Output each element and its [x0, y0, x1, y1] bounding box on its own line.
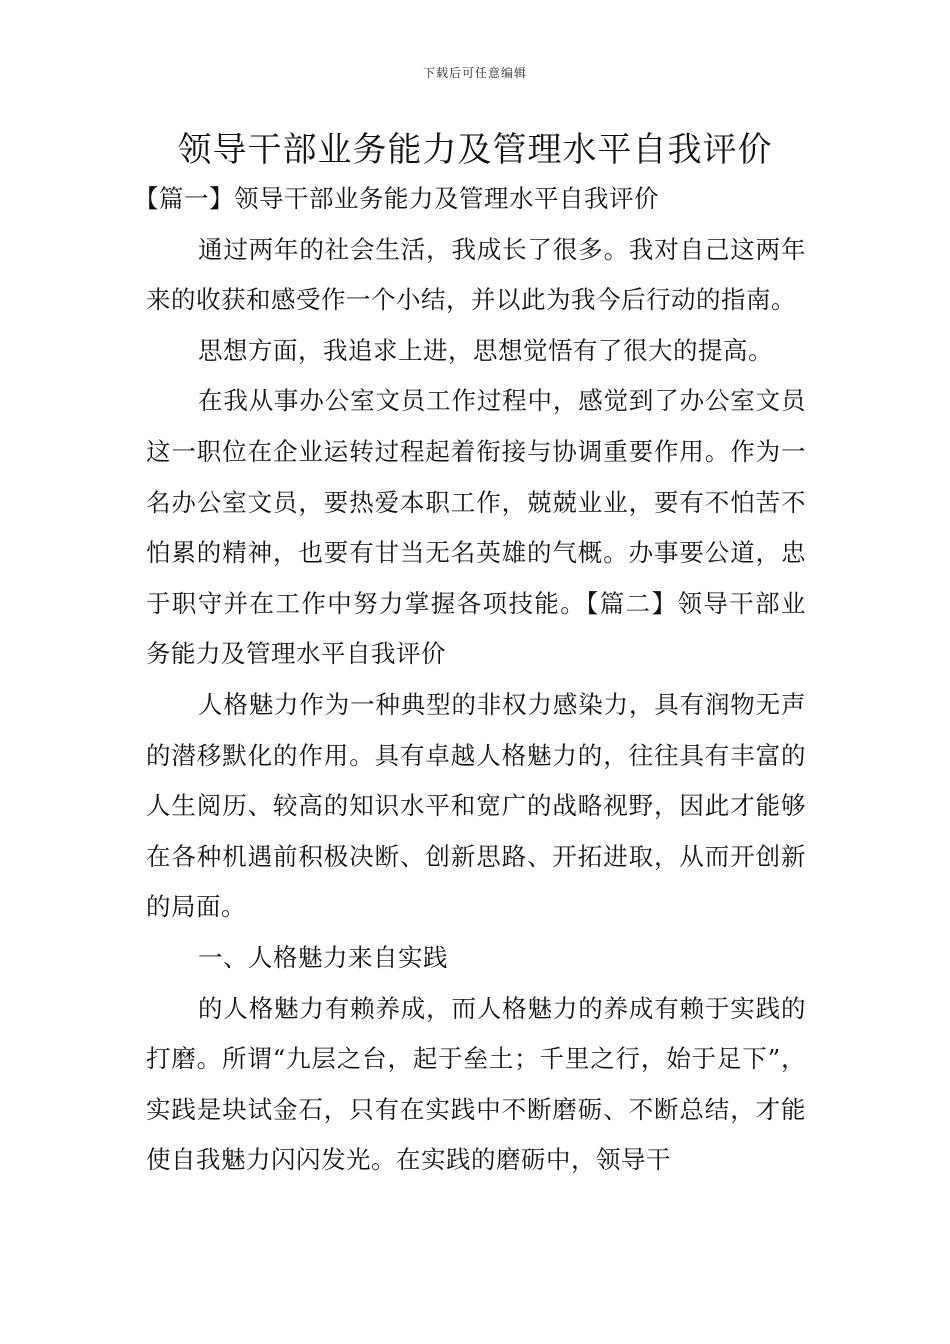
paragraph: 通过两年的社会生活，我成长了很多。我对自己这两年来的收获和感受作一个小结，并以此为我今后行动的指南。	[146, 234, 806, 315]
document-title: 领导干部业务能力及管理水平自我评价	[177, 130, 773, 170]
subsection-heading: 一、人格魅力来自实践	[198, 942, 448, 972]
document-body	[134, 174, 806, 1186]
paragraph: 人格魅力作为一种典型的非权力感染力，具有润物无声的潜移默化的作用。具有卓越人格魅力的，往往具有丰富的人生阅历、较高的知识水平和宽广的战略视野，因此才能够在各种机遇前积极决断、创新思路、开拓进取，从而开创新的局面。	[146, 689, 806, 922]
paragraph: 在我从事办公室文员工作过程中，感觉到了办公室文员这一职位在企业运转过程起着衔接与协调重要作用。作为一名办公室文员，要热爱本职工作，兢兢业业，要有不怕苦不怕累的精神，也要有甘当无名英雄的气概。办事要公道，忠于职守并在工作中努力掌握各项技能。【篇二】领导干部业务能力及管理水平自我评价	[146, 386, 806, 669]
paragraph: 思想方面，我追求上进，思想觉悟有了很大的提高。	[198, 335, 773, 365]
section-heading: 【篇一】领导干部业务能力及管理水平自我评价	[134, 184, 659, 213]
paragraph: 的人格魅力有赖养成，而人格魅力的养成有赖于实践的打磨。所谓“九层之台，起于垒土；千里之行，始于足下”，实践是块试金石，只有在实践中不断磨砺、不断总结，才能使自我魅力闪闪发光。在实践的磨砺中，领导干	[146, 993, 806, 1175]
header-note: 下载后可任意编辑	[422, 66, 527, 80]
